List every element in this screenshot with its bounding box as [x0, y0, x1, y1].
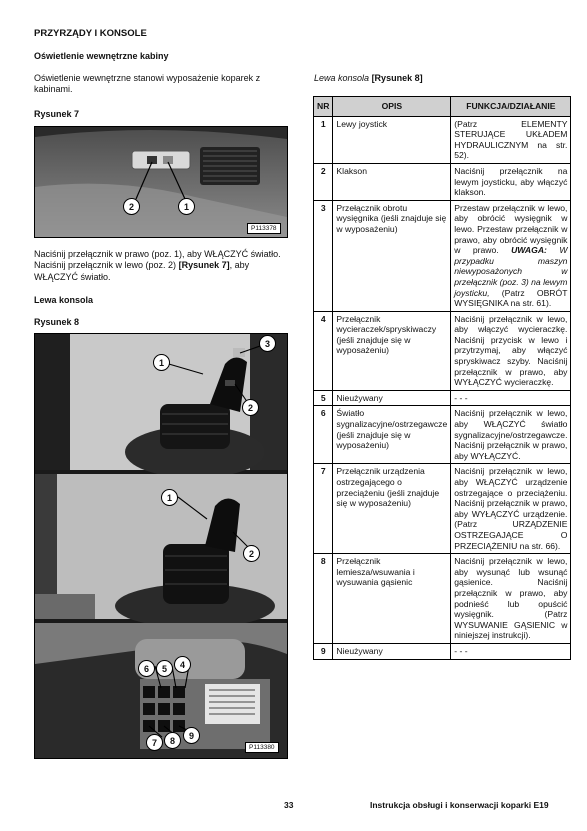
figure8-label: Rysunek 8 — [34, 317, 80, 327]
row-function: Naciśnij przełącznik w lewo, aby WŁĄCZYĆ światło sygnalizacyjne/ostrzegawcze. Naciśnij przełącznik w prawo, aby WYŁĄCZYĆ. — [451, 406, 571, 464]
note-label: UWAGA: — [511, 245, 547, 256]
table-caption — [314, 73, 423, 84]
row-opis: Klakson — [333, 163, 451, 200]
figure8-callout-3: 3 — [259, 335, 276, 352]
table-row — [314, 406, 571, 464]
row-function: - - - — [451, 643, 571, 659]
subsection-title: Oświetlenie wewnętrzne kabiny — [34, 51, 169, 61]
figure7-label: Rysunek 7 — [34, 109, 80, 119]
intro-text: Oświetlenie wewnętrzne stanowi wyposażenie koparek z kabinami. — [34, 73, 261, 95]
row-function: Naciśnij przełącznik w lewo, aby WŁĄCZYĆ urządzenie ostrzegające o przeciążeniu. Naciśnij przełącznik w prawo, aby WYŁĄCZYĆ urządzenie. (Patrz URZĄDZENIE OSTRZEGAJĄCE O PRZECIĄŻENIU na str. 66). — [451, 464, 571, 554]
section-title: PRZYRZĄDY I KONSOLE — [34, 28, 147, 39]
row-function-ref: (Patrz OBRÓT WYSIĘGNIKA na str. 61). — [454, 287, 568, 309]
figure8-mid-callout-1: 1 — [161, 489, 178, 506]
table-caption-ref: [Rysunek 8] — [371, 73, 423, 83]
figure8-callout-2: 2 — [242, 399, 259, 416]
table-row — [314, 200, 571, 311]
figure7-code: P113378 — [247, 223, 281, 234]
figure7-image — [34, 126, 288, 238]
table-caption-italic: Lewa konsola — [314, 73, 370, 83]
row-nr: 8 — [314, 554, 333, 644]
row-nr: 6 — [314, 406, 333, 464]
header-nr: NR — [314, 97, 333, 117]
row-nr: 5 — [314, 390, 333, 406]
figure8-callout-4: 4 — [174, 656, 191, 673]
figure8-callout-7: 7 — [146, 734, 163, 751]
row-opis: Przełącznik obrotu wysięgnika (jeśli znajduje się w wyposażeniu) — [333, 200, 451, 311]
row-function: Naciśnij przełącznik na lewym joysticku, aby włączyć klakson. — [451, 163, 571, 200]
figure7-description — [34, 249, 286, 283]
figure8-callout-1: 1 — [153, 354, 170, 371]
table-row — [314, 311, 571, 390]
left-console-title: Lewa konsola — [34, 295, 94, 305]
figure7-text-a: Naciśnij przełącznik w prawo (poz. 1), aby WŁĄCZYĆ światło. Naciśnij przełącznik w lewo (poz. 2) — [34, 249, 281, 271]
row-opis: Nieużywany — [333, 390, 451, 406]
table-row — [314, 163, 571, 200]
controls-table — [313, 96, 566, 660]
table-row — [314, 643, 571, 659]
row-function: - - - — [451, 390, 571, 406]
row-nr: 2 — [314, 163, 333, 200]
figure8-image — [34, 333, 288, 759]
manual-title: Instrukcja obsługi i konserwacji koparki E19 — [370, 800, 549, 810]
row-function: Naciśnij przełącznik w lewo, aby wysunąć lub wsunąć gąsienice. Naciśnij przełącznik w prawo, aby podnieść lub opuścić wysięgnik. (Patrz WYSUWANIE GĄSIENIC w niniejszej instrukcji). — [451, 554, 571, 644]
figure7-callout-1: 1 — [178, 198, 195, 215]
figure8-callout-5: 5 — [156, 660, 173, 677]
figure8-mid-callout-2: 2 — [243, 545, 260, 562]
table-row — [314, 554, 571, 644]
table-row — [314, 390, 571, 406]
table-row — [314, 116, 571, 163]
header-funkcja: FUNKCJA/DZIAŁANIE — [451, 97, 571, 117]
row-opis: Nieużywany — [333, 643, 451, 659]
row-nr: 4 — [314, 311, 333, 390]
figure7-text-b: , aby WŁĄCZYĆ światło. — [34, 260, 250, 282]
row-nr: 3 — [314, 200, 333, 311]
figure8-callout-8: 8 — [164, 732, 181, 749]
row-function: (Patrz ELEMENTY STERUJĄCE UKŁADEM HYDRAULICZNYM na str. 52). — [451, 116, 571, 163]
row-function: Naciśnij przełącznik w lewo, aby włączyć wycieraczkę. Naciśnij przycisk w lewo i przytrzymaj, aby włączyć spryskiwacz szyby. Naciśnij przełącznik w prawo, aby WYŁĄCZYĆ wycieraczkę. — [451, 311, 571, 390]
row-nr: 1 — [314, 116, 333, 163]
figure7-callout-2: 2 — [123, 198, 140, 215]
figure8-callout-6: 6 — [138, 660, 155, 677]
note-text: W przypadku maszyn niewyposażonych w przełącznik (poz. 3) na lewym joysticku, — [454, 245, 568, 298]
table-row — [314, 464, 571, 554]
row-opis: Lewy joystick — [333, 116, 451, 163]
figure7-text-ref: [Rysunek 7] — [178, 260, 230, 271]
row-function-text: Przestaw przełącznik w lewo, aby obrócić wysięgnik w lewo. Przestaw przełącznik w prawo, aby obrócić wysięgnik w prawo. — [454, 202, 568, 256]
row-nr: 9 — [314, 643, 333, 659]
row-opis: Przełącznik wycieraczek/spryskiwaczy (jeśli znajduje się w wyposażeniu) — [333, 311, 451, 390]
header-opis: OPIS — [333, 97, 451, 117]
row-function — [451, 200, 571, 311]
figure8-code: P113380 — [245, 742, 279, 753]
row-opis: Światło sygnalizacyjne/ostrzegawcze (jeśli znajduje się w wyposażeniu) — [333, 406, 451, 464]
row-nr: 7 — [314, 464, 333, 554]
page-number: 33 — [284, 800, 294, 810]
figure8-callout-9: 9 — [183, 727, 200, 744]
row-opis: Przełącznik urządzenia ostrzegającego o przeciążeniu (jeśli znajduje się w wyposażeniu) — [333, 464, 451, 554]
row-opis: Przełącznik lemiesza/wsuwania i wysuwania gąsienic — [333, 554, 451, 644]
